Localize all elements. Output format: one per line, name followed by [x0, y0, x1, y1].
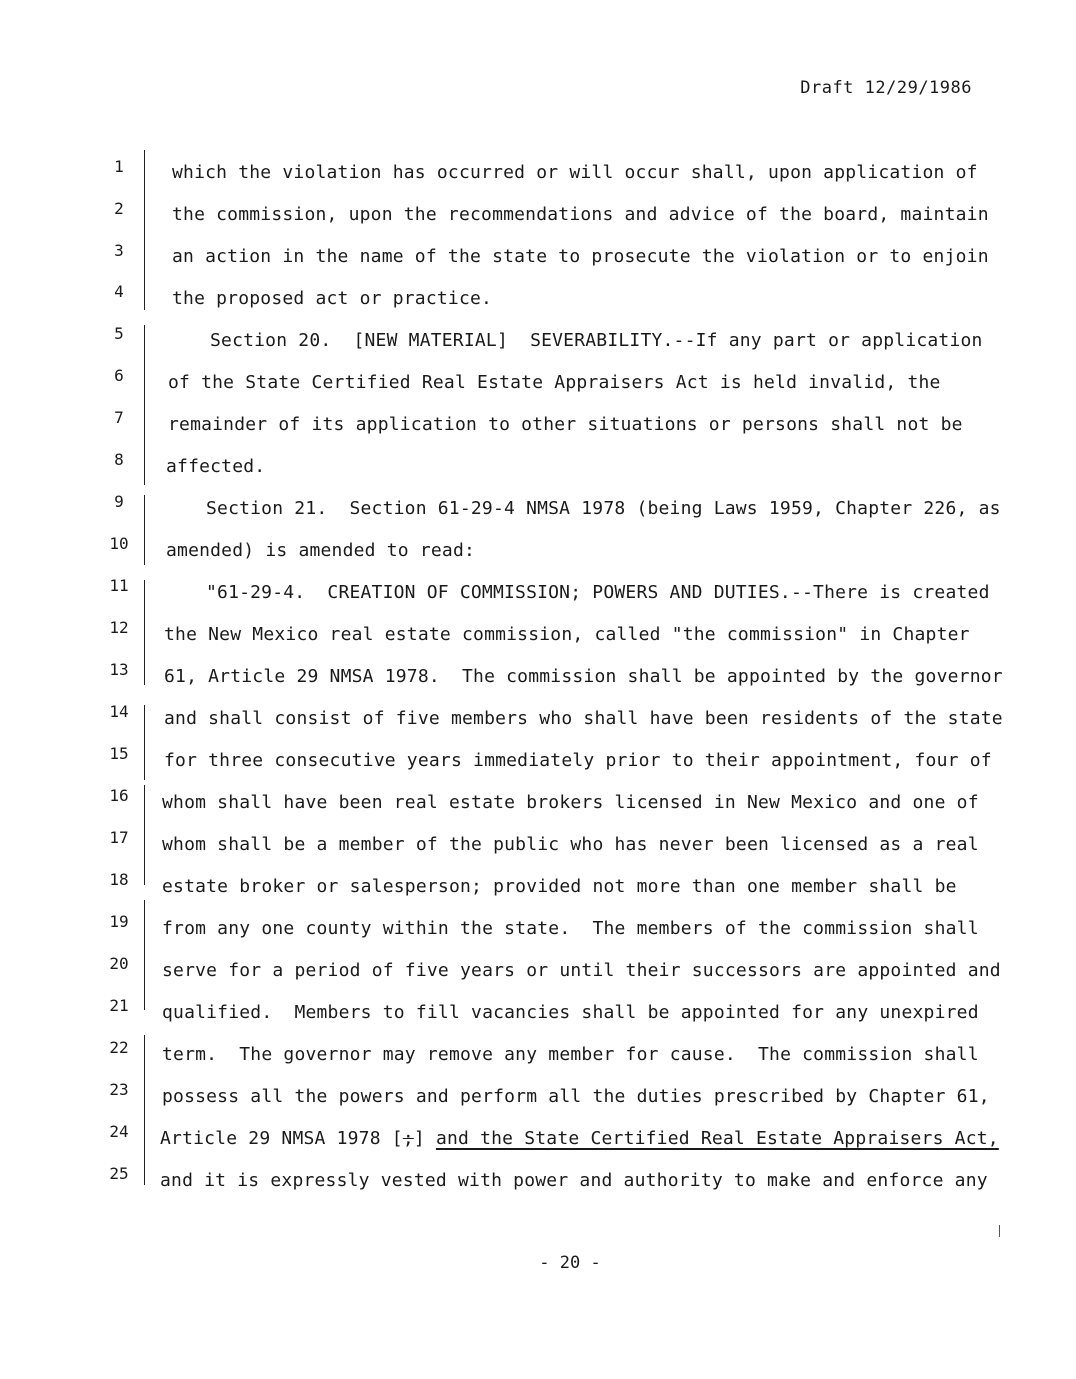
text-line: the New Mexico real estate commission, called "the commission" in Chapter	[164, 624, 970, 645]
text-line: whom shall have been real estate brokers licensed in New Mexico and one of	[162, 792, 979, 813]
margin-rule	[144, 1035, 145, 1185]
line-number: 3	[114, 241, 124, 260]
line-number: 2	[114, 199, 124, 218]
text-line: term. The governor may remove any member for cause. The commission shall	[162, 1044, 979, 1065]
line-number: 23	[109, 1080, 129, 1099]
line-number: 6	[114, 366, 124, 385]
page-number: - 20 -	[539, 1253, 601, 1273]
text-line: Section 20. [NEW MATERIAL] SEVERABILITY.--If any part or application	[210, 330, 983, 351]
text-line: and shall consist of five members who shall have been residents of the state	[164, 708, 1003, 729]
line-number: 20	[109, 954, 129, 973]
margin-rule	[144, 705, 145, 780]
text-line: estate broker or salesperson; provided not more than one member shall be	[162, 876, 957, 897]
margin-rule	[144, 150, 145, 310]
text-line: and it is expressly vested with power and authority to make and enforce any	[160, 1170, 988, 1191]
inserted-text: and the State Certified Real Estate Appraisers Act,	[435, 1128, 999, 1149]
line-number: 22	[109, 1038, 129, 1057]
text-line: Section 21. Section 61-29-4 NMSA 1978 (being Laws 1959, Chapter 226, as	[206, 498, 1001, 519]
text-line-middle: ]	[413, 1128, 436, 1149]
text-line: affected.	[166, 456, 266, 477]
text-line: whom shall be a member of the public who has never been licensed as a real	[162, 834, 979, 855]
stray-mark	[999, 1225, 1000, 1237]
line-number: 7	[114, 408, 124, 427]
text-line-prefix: Article 29 NMSA 1978 [	[160, 1128, 403, 1149]
text-line: qualified. Members to fill vacancies shall be appointed for any unexpired	[162, 1002, 979, 1023]
text-line: an action in the name of the state to prosecute the violation or to enjoin	[172, 246, 989, 267]
margin-rule	[144, 495, 145, 565]
margin-rule	[144, 900, 145, 1010]
text-line: from any one county within the state. The members of the commission shall	[162, 918, 979, 939]
draft-date: Draft 12/29/1986	[800, 78, 972, 98]
text-line	[160, 1128, 999, 1149]
line-number: 11	[109, 576, 129, 595]
line-number: 8	[114, 450, 124, 469]
line-number: 21	[109, 996, 129, 1015]
line-number: 5	[114, 324, 124, 343]
line-number: 10	[109, 534, 129, 553]
line-number: 1	[114, 157, 124, 176]
text-line: 61, Article 29 NMSA 1978. The commission shall be appointed by the governor	[164, 666, 1003, 687]
margin-rule	[144, 785, 145, 885]
line-number: 13	[109, 660, 129, 679]
text-line: amended) is amended to read:	[166, 540, 476, 561]
line-number: 16	[109, 786, 129, 805]
line-number: 17	[109, 828, 129, 847]
line-number: 15	[109, 744, 129, 763]
text-line: for three consecutive years immediately prior to their appointment, four of	[164, 750, 992, 771]
line-number: 18	[109, 870, 129, 889]
text-line: of the State Certified Real Estate Appraisers Act is held invalid, the	[168, 372, 941, 393]
line-number: 24	[109, 1122, 129, 1141]
line-number: 9	[114, 492, 124, 511]
text-line: the proposed act or practice.	[172, 288, 493, 309]
line-number: 4	[114, 282, 124, 301]
text-line: which the violation has occurred or will occur shall, upon application of	[172, 162, 978, 183]
text-line: the commission, upon the recommendations and advice of the board, maintain	[172, 204, 989, 225]
text-line: "61-29-4. CREATION OF COMMISSION; POWERS AND DUTIES.--There is created	[206, 582, 990, 603]
line-number: 19	[109, 912, 129, 931]
margin-rule	[144, 325, 145, 485]
line-number: 25	[109, 1164, 129, 1183]
text-line: remainder of its application to other situations or persons shall not be	[168, 414, 963, 435]
line-number: 12	[109, 618, 129, 637]
margin-rule	[144, 580, 145, 685]
line-number: 14	[109, 702, 129, 721]
struck-semicolon: ;	[402, 1128, 414, 1149]
text-line: serve for a period of five years or until their successors are appointed and	[162, 960, 1001, 981]
text-line: possess all the powers and perform all the duties prescribed by Chapter 61,	[162, 1086, 990, 1107]
